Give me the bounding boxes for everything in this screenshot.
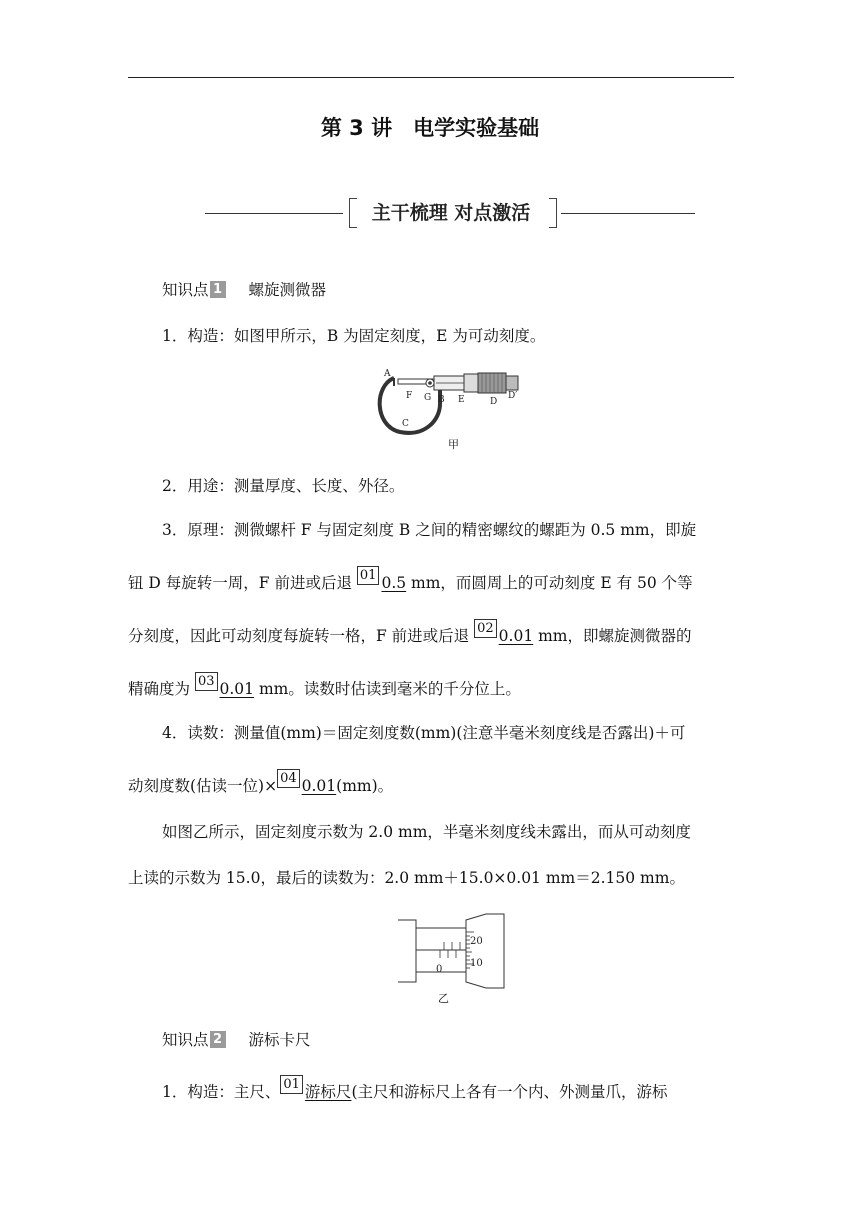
blank-number-02: 02	[474, 619, 497, 638]
paragraph-structure: 1．构造：如图甲所示，B 为固定刻度，E 为可动刻度。	[162, 327, 546, 345]
svg-text:G: G	[424, 393, 432, 403]
answer-vernier: 游标尺	[304, 1083, 352, 1101]
blank-number-04: 04	[277, 769, 300, 788]
kp-label: 知识点	[162, 281, 209, 299]
blank-number-01: 01	[357, 566, 380, 585]
kp-number-badge: 1	[210, 281, 226, 298]
paragraph-reading-line1: 4．读数：测量值(mm)＝固定刻度数(mm)(注意半毫米刻度线是否露出)＋可	[162, 724, 686, 742]
figure-micrometer-reading	[396, 912, 506, 1006]
page-title: 第 3 讲 电学实验基础	[320, 116, 540, 140]
figure-caption-jia: 甲	[448, 438, 459, 451]
svg-text:B: B	[438, 395, 445, 405]
text: (主尺和游标尺上各有一个内、外测量爪，游标	[351, 1083, 668, 1101]
banner-text: 主干梳理 对点激活	[371, 202, 531, 224]
svg-text:C: C	[402, 419, 409, 429]
svg-text:F: F	[406, 391, 413, 401]
answer-0-5: 0.5	[381, 574, 407, 592]
text: 1．构造：主尺、	[162, 1083, 281, 1101]
paragraph-vernier-structure	[162, 1077, 772, 1103]
text: 分刻度，因此可动刻度每旋转一格，F 前进或后退	[128, 627, 470, 645]
text: mm，而圆周上的可动刻度 E 有 50 个等	[406, 574, 693, 592]
blank-number-03: 03	[195, 672, 218, 691]
answer-0-01: 0.01	[498, 627, 534, 645]
paragraph-principle-line1: 3．原理：测微螺杆 F 与固定刻度 B 之间的精密螺纹的螺距为 0.5 mm，即旋	[162, 521, 697, 539]
paragraph-usage: 2．用途：测量厚度、长度、外径。	[162, 477, 405, 495]
svg-text:D′: D′	[508, 391, 518, 401]
text: 动刻度数(估读一位)×	[128, 777, 278, 795]
knowledge-point-2-heading	[162, 1028, 311, 1050]
answer-0-01: 0.01	[219, 680, 255, 698]
figure-micrometer	[370, 364, 530, 450]
kp-name: 螺旋测微器	[248, 281, 327, 299]
svg-text:D: D	[490, 397, 498, 407]
paragraph-principle-line2	[128, 568, 738, 594]
text: 精确度为	[128, 680, 191, 698]
figure-caption-yi: 乙	[438, 992, 449, 1005]
text: mm，即螺旋测微器的	[533, 627, 692, 645]
paragraph-example-line1: 如图乙所示，固定刻度示数为 2.0 mm，半毫米刻度线未露出，而从可动刻度	[162, 823, 691, 841]
kp-name: 游标卡尺	[248, 1031, 311, 1049]
kp-number-badge: 2	[210, 1031, 226, 1048]
svg-text:E: E	[458, 395, 465, 405]
tick-10: 10	[470, 958, 483, 969]
banner-right-line	[561, 213, 695, 214]
paragraph-reading-line2	[128, 771, 738, 797]
banner-left-line	[205, 213, 343, 214]
section-banner	[205, 196, 695, 230]
banner-right-bracket	[549, 198, 557, 228]
tick-0: 0	[436, 964, 443, 975]
knowledge-point-1-heading	[162, 278, 326, 300]
header-rule	[128, 77, 734, 78]
text: (mm)。	[336, 777, 394, 795]
paragraph-principle-line4	[128, 674, 738, 700]
text: mm。读数时估读到毫米的千分位上。	[254, 680, 521, 698]
paragraph-principle-line3	[128, 621, 738, 647]
paragraph-example-line2: 上读的示数为 15.0，最后的读数为：2.0 mm＋15.0×0.01 mm＝2.150 mm。	[128, 869, 685, 887]
kp-label: 知识点	[162, 1031, 209, 1049]
tick-20: 20	[470, 936, 483, 947]
blank-number-01: 01	[280, 1075, 303, 1094]
answer-0-01: 0.01	[301, 777, 337, 795]
svg-text:A: A	[384, 369, 391, 379]
reading-illustration	[396, 912, 506, 990]
text: 钮 D 每旋转一周，F 前进或后退	[128, 574, 352, 592]
